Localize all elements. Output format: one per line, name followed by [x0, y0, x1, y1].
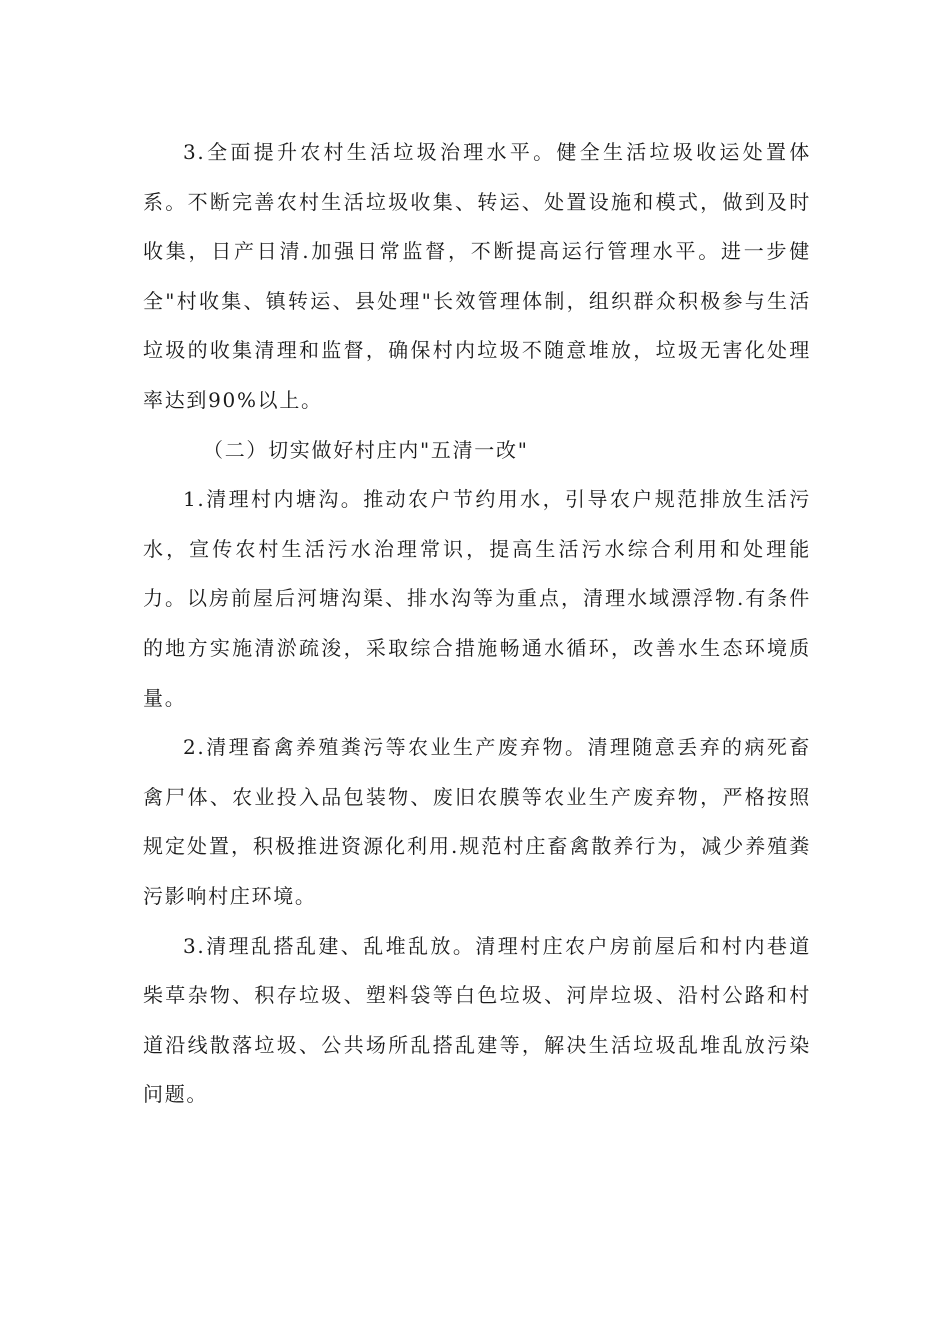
paragraph-clean-ponds: 1.清理村内塘沟。推动农户节约用水，引导农户规范排放生活污水，宣传农村生活污水治理常识，提高生活污水综合利用和处理能力。以房前屋后河塘沟渠、排水沟等为重点，清理水域漂浮物.有条件的地方实施清淤疏浚，采取综合措施畅通水循环，改善水生态环境质量。	[143, 487, 811, 710]
section-heading-five-clean-one-reform: （二）切实做好村庄内"五清一改"	[203, 437, 529, 462]
paragraph-clean-illegal-construction: 3.清理乱搭乱建、乱堆乱放。清理村庄农户房前屋后和村内巷道柴草杂物、积存垃圾、塑料袋等白色垃圾、河岸垃圾、沿村公路和村道沿线散落垃圾、公共场所乱搭乱建等，解决生活垃圾乱堆乱放污染问题。	[143, 933, 811, 1107]
paragraph-garbage-treatment: 3.全面提升农村生活垃圾治理水平。健全生活垃圾收运处置体系。不断完善农村生活垃圾收集、转运、处置设施和模式，做到及时收集，日产日清.加强日常监督，不断提高运行管理水平。进一步健全"村收集、镇转运、县处理"长效管理体制，组织群众积极参与生活垃圾的收集清理和监督，确保村内垃圾不随意堆放，垃圾无害化处理率达到90%以上。	[143, 140, 811, 412]
paragraph-clean-livestock-waste: 2.清理畜禽养殖粪污等农业生产废弃物。清理随意丢弃的病死畜禽尸体、农业投入品包装物、废旧农膜等农业生产废弃物，严格按照规定处置，积极推进资源化利用.规范村庄畜禽散养行为，减少养殖粪污影响村庄环境。	[143, 735, 811, 908]
document-body	[143, 128, 811, 1120]
